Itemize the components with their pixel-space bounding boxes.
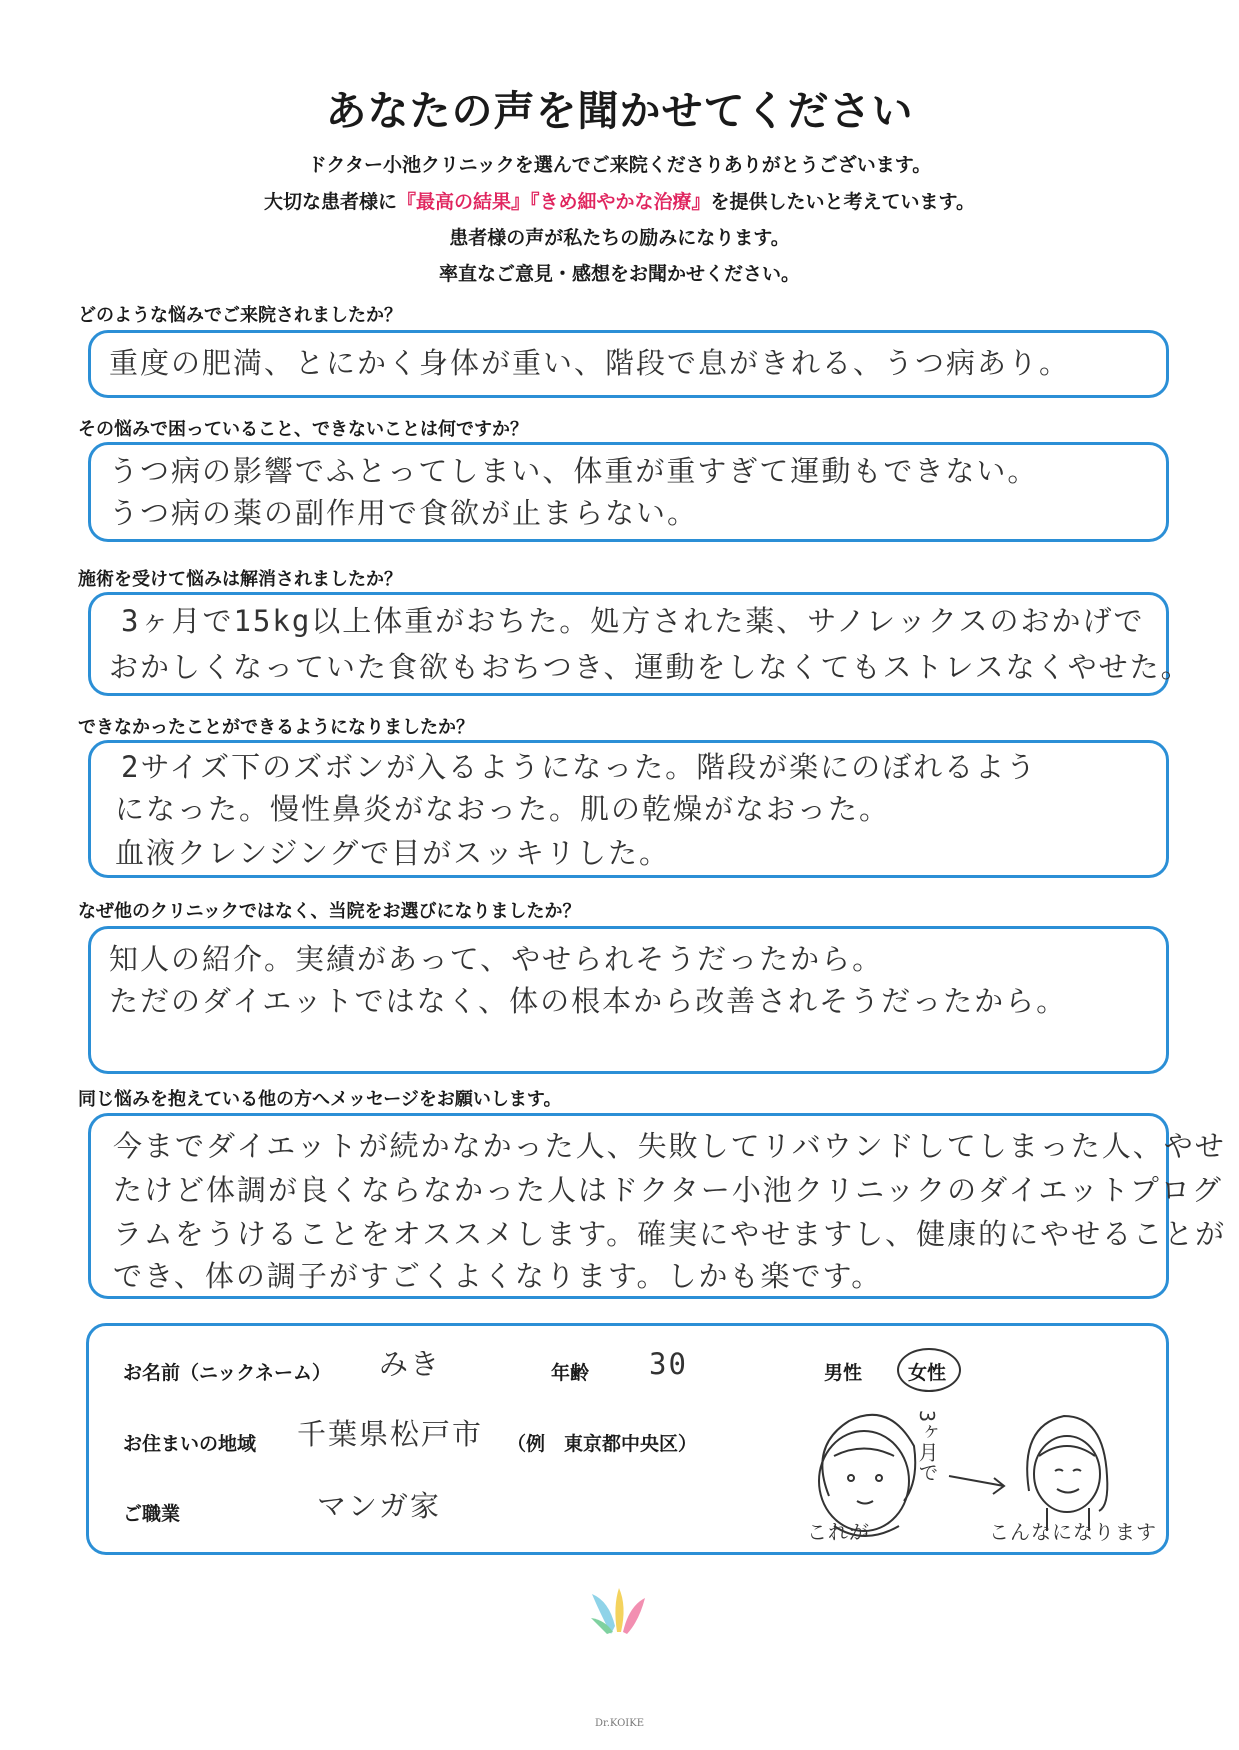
intro-line-2-after: を提供したいと考えています。 <box>710 191 975 213</box>
answer-box-2 <box>88 442 1169 542</box>
page-title: あなたの声を聞かせてください <box>325 87 914 135</box>
question-6-label: 同じ悩みを抱えている他の方へメッセージをお願いします。 <box>78 1089 562 1110</box>
before-face-icon <box>819 1415 915 1536</box>
question-1-label: どのような悩みでご来院されましたか？ <box>78 305 402 326</box>
intro-line-4: 率直なご意見・感想をお聞かせください。 <box>438 263 800 285</box>
question-5-label: なぜ他のクリニックではなく、当院をお選びになりましたか？ <box>78 901 581 922</box>
intro-line-3: 患者様の声が私たちの励みになります。 <box>449 227 790 249</box>
job-value: マンガ家 <box>317 1489 442 1523</box>
drawing-before-text: これが <box>807 1520 870 1544</box>
arrow-icon <box>949 1476 1004 1486</box>
answer-6-line-2: たけど体調が良くならなかった人はドクター小池クリニックのダイエットプログ <box>113 1173 1223 1207</box>
answer-2-line-2: うつ病の薬の副作用で食欲が止まらない。 <box>109 496 699 530</box>
drawing-after-text: こんなになります <box>989 1520 1157 1544</box>
age-value: 30 <box>649 1347 688 1381</box>
clinic-logo-text: Dr.KOIKE <box>595 1718 644 1729</box>
answer-4-line-2: になった。慢性鼻炎がなおった。肌の乾燥がなおった。 <box>115 792 891 826</box>
intro-line-1: ドクター小池クリニックを選んでご来院くださりありがとうございます。 <box>307 154 932 176</box>
answer-6-line-4: でき、体の調子がすごくよくなります。しかも楽です。 <box>113 1259 883 1293</box>
answer-4-line-3: 血液クレンジングで目がスッキリした。 <box>115 836 670 870</box>
male-label: 男性 <box>824 1362 863 1384</box>
answer-box-3 <box>88 592 1192 696</box>
region-label: お住まいの地域 <box>123 1433 257 1455</box>
job-label: ご職業 <box>123 1503 181 1525</box>
name-label: お名前（ニックネーム） <box>123 1362 332 1384</box>
answer-box-6 <box>88 1113 1227 1299</box>
answer-3-line-1: 3ヶ月で15kg以上体重がおちた。処方された薬、サノレックスのおかげで <box>121 604 1145 638</box>
answer-6-line-3: ラムをうけることをオススメします。確実にやせますし、健康的にやせることが <box>113 1217 1227 1251</box>
answer-2-line-1: うつ病の影響でふとってしまい、体重が重すぎて運動もできない。 <box>109 454 1039 488</box>
intro-line-2 <box>0 187 1239 214</box>
answer-3-line-2: おかしくなっていた食欲もおちつき、運動をしなくてもストレスなくやせた。 <box>109 650 1192 684</box>
question-2-label: その悩みで困っていること、できないことは何ですか？ <box>78 419 528 440</box>
region-value: 千葉県松戸市 <box>297 1417 484 1451</box>
question-4-label: できなかったことができるようになりましたか？ <box>78 717 474 738</box>
answer-1-line-1: 重度の肥満、とにかく身体が重い、階段で息がきれる、うつ病あり。 <box>109 346 1071 380</box>
answer-4-line-1: 2サイズ下のズボンが入るようになった。階段が楽にのぼれるよう <box>121 750 1038 784</box>
answer-box-5 <box>88 926 1169 1074</box>
female-label: 女性 <box>908 1362 947 1384</box>
age-label: 年齢 <box>551 1362 590 1384</box>
intro-line-2-before: 大切な患者様に <box>263 191 397 213</box>
answer-box-4 <box>88 740 1169 878</box>
drawing-months-text: 3ヶ月で <box>915 1410 939 1483</box>
after-face-icon <box>1027 1416 1107 1531</box>
question-3-label: 施術を受けて悩みは解消されましたか？ <box>78 569 402 590</box>
name-value: みき <box>379 1347 442 1381</box>
answer-box-1 <box>88 330 1169 398</box>
clinic-logo-icon <box>589 1586 649 1636</box>
intro-line-2-highlight: 『最高の結果』『きめ細やかな治療』 <box>397 191 711 213</box>
answer-5-line-2: ただのダイエットではなく、体の根本から改善されそうだったから。 <box>109 984 1068 1018</box>
answer-5-line-1: 知人の紹介。実績があって、やせられそうだったから。 <box>109 942 884 976</box>
profile-box <box>86 1323 1169 1555</box>
region-example: （例 東京都中央区） <box>507 1433 698 1455</box>
answer-6-line-1: 今までダイエットが続かなかった人、失敗してリバウンドしてしまった人、やせ <box>113 1129 1226 1163</box>
